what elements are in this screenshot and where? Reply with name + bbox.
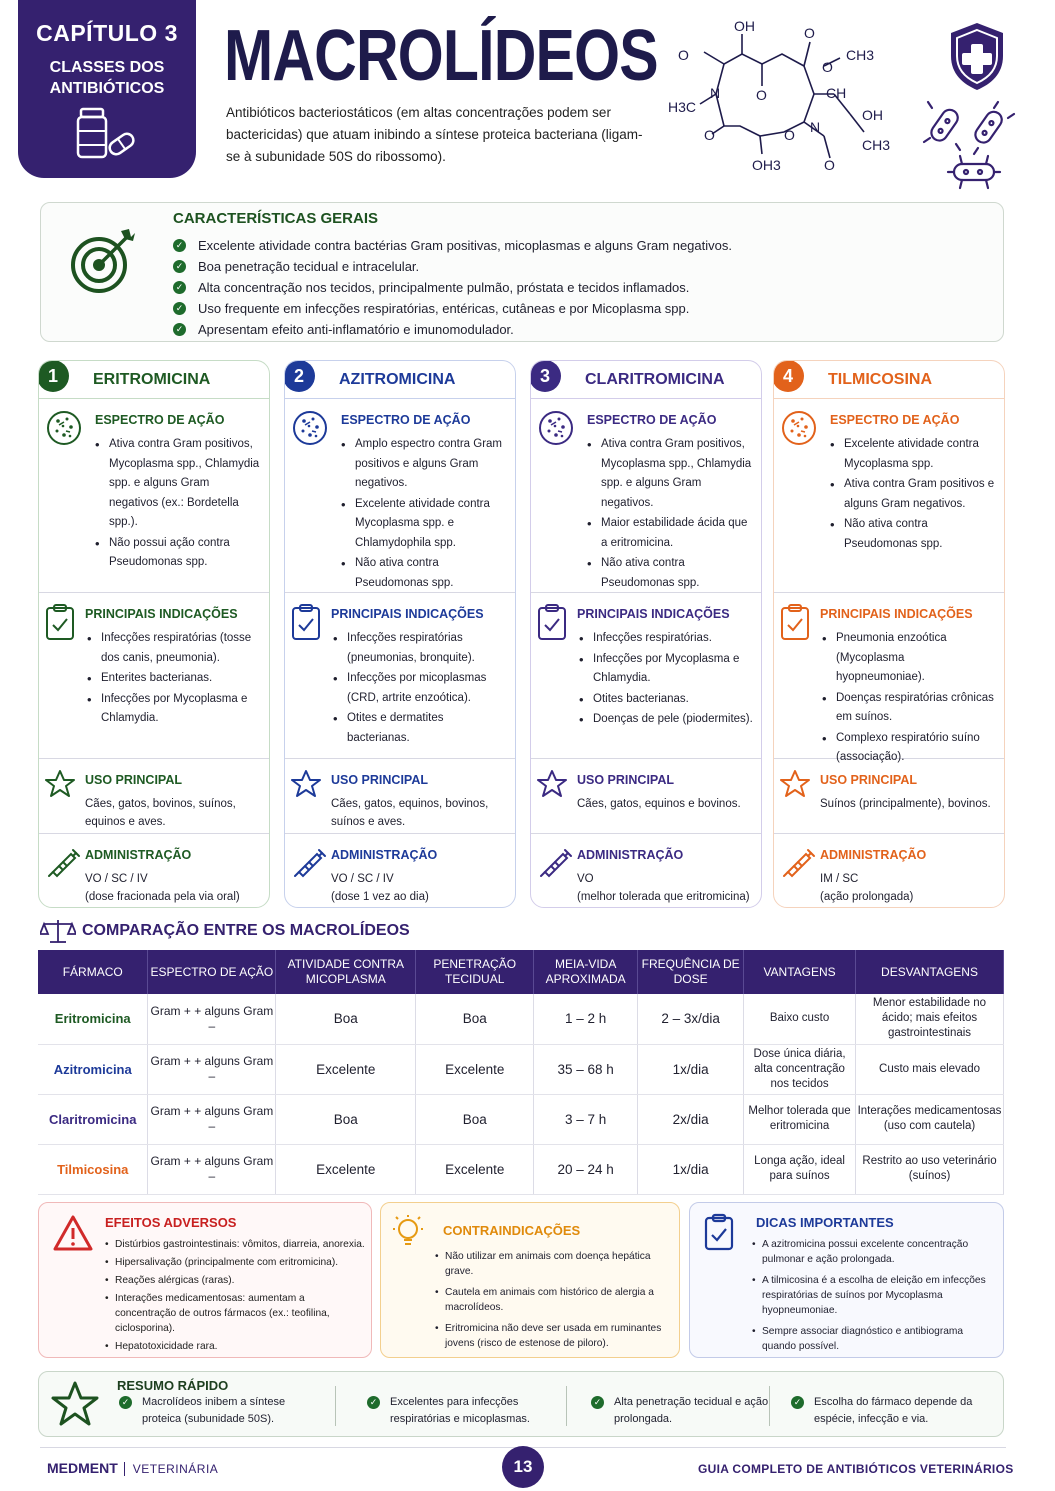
table-cell: Interações medicamentosas (uso com cautela) — [856, 1094, 1004, 1144]
administration-section — [39, 834, 269, 908]
check-icon: ✓ — [367, 1396, 380, 1409]
use-text: Cães, gatos, bovinos, suínos, equinos e aves. — [85, 798, 236, 828]
mol-label: CH3 — [862, 137, 891, 153]
adverse-effects-box — [38, 1202, 372, 1358]
syringe-icon — [291, 844, 327, 885]
list-item: • Cautela em animais com histórico de alergia a macrolídeos. — [435, 1285, 675, 1315]
table-cell: Excelente — [276, 1044, 416, 1094]
indications-section — [39, 593, 269, 759]
drug-name: TILMICOSINA — [828, 371, 932, 388]
column-header: MEIA-VIDA APROXIMADA — [534, 950, 638, 994]
summary-title: RESUMO RÁPIDO — [117, 1378, 229, 1393]
microbe-icon — [537, 409, 575, 452]
section-title: USO PRINCIPAL — [577, 773, 674, 787]
indications-section — [531, 593, 761, 759]
drug-number: 3 — [530, 360, 561, 392]
list-item: • Não ativa contra Pseudomonas spp. — [591, 554, 753, 593]
clipboard-icon — [704, 1213, 734, 1251]
list-item: • Hipersalivação (principalmente com eritromicina). — [105, 1255, 365, 1270]
lightbulb-icon — [391, 1213, 425, 1251]
table-cell: Gram + + alguns Gram – — [148, 1044, 276, 1094]
general-characteristics-box — [40, 202, 1004, 342]
list-item: • Ativa contra Gram positivos, Mycoplasma spp., Chlamydia spp. e alguns Gram negativos. — [591, 435, 753, 513]
use-section — [531, 759, 761, 834]
indications-section — [774, 593, 1004, 763]
drug-column-eritromicina — [38, 360, 270, 908]
administration-section — [531, 834, 761, 908]
brand-subtitle: VETERINÁRIA — [124, 1462, 219, 1476]
list-item: • Otites bacterianas. — [583, 690, 753, 710]
microbe-icon — [780, 409, 818, 452]
tips-box — [689, 1202, 1004, 1358]
use-section — [39, 759, 269, 834]
guide-title: GUIA COMPLETO DE ANTIBIÓTICOS VETERINÁRIOS — [698, 1462, 1014, 1476]
section-title: USO PRINCIPAL — [331, 773, 428, 787]
clipboard-icon — [537, 603, 567, 646]
section-title: ESPECTRO DE AÇÃO — [95, 413, 225, 427]
list-item: • Infecções por Mycoplasma e Chlamydia. — [583, 650, 753, 689]
list-item: • Interações medicamentosas: aumentam a concentração de outros fármacos (ex.: teofilina, ciclosporina). — [105, 1291, 365, 1336]
check-icon: ✓ — [173, 302, 186, 315]
page-number: 13 — [502, 1446, 544, 1488]
section-title: PRINCIPAIS INDICAÇÕES — [85, 607, 238, 621]
mol-label: N — [810, 119, 821, 135]
drug-header — [39, 361, 269, 399]
section-title: ESPECTRO DE AÇÃO — [587, 413, 717, 427]
star-icon — [537, 769, 567, 804]
clipboard-icon — [780, 603, 810, 646]
mol-label: OH — [862, 107, 883, 123]
tips-list — [752, 1237, 997, 1360]
section-title: ADMINISTRAÇÃO — [820, 848, 927, 862]
list-item: • Sempre associar diagnóstico e antibiograma quando possível. — [752, 1324, 997, 1354]
table-row — [38, 1144, 1004, 1194]
chapter-number: CAPÍTULO 3 — [36, 20, 178, 46]
list-item: • Ativa contra Gram positivos, Mycoplasma spp., Chlamydia spp. e alguns Gram negativos (ex.: Bordetella spp.). — [99, 435, 261, 533]
column-header: PENETRAÇÃO TECIDUAL — [416, 950, 534, 994]
contra-list — [435, 1249, 675, 1357]
adverse-title: EFEITOS ADVERSOS — [105, 1215, 237, 1230]
table-row — [38, 994, 1004, 1044]
star-icon — [291, 769, 321, 804]
list-item: • Infecções respiratórias (pneumonias, bronquite). — [337, 629, 507, 668]
drug-header — [285, 361, 515, 399]
administration-section — [774, 834, 1004, 908]
drug-header — [774, 361, 1004, 399]
mol-label: O — [822, 59, 833, 75]
drug-cell: Eritromicina — [38, 994, 148, 1044]
mol-label: CH — [826, 85, 847, 101]
list-item: • Ativa contra Gram positivos e alguns Gram negativos. — [834, 475, 996, 514]
clipboard-icon — [291, 603, 321, 646]
syringe-icon — [780, 844, 816, 885]
spectrum-section — [39, 399, 269, 593]
use-text: Cães, gatos, equinos e bovinos. — [577, 798, 741, 810]
administration-section — [285, 834, 515, 908]
list-item: • A azitromicina possui excelente concentração pulmonar e ação prolongada. — [752, 1237, 997, 1267]
spectrum-section — [285, 399, 515, 593]
table-cell: Excelente — [416, 1144, 534, 1194]
general-title: CARACTERÍSTICAS GERAIS — [173, 210, 379, 227]
column-header: ESPECTRO DE AÇÃO — [148, 950, 276, 994]
column-header: FREQUÊNCIA DE DOSE — [638, 950, 744, 994]
mol-label: O — [784, 127, 795, 143]
list-item: • Não ativa contra Pseudomonas spp. — [345, 554, 507, 593]
table-cell: Longa ação, ideal para suínos — [744, 1144, 856, 1194]
summary-item: ✓ Escolha do fármaco depende da espécie, infecção e via. — [791, 1394, 991, 1428]
mol-label: N — [710, 85, 721, 101]
comparison-heading — [40, 918, 410, 944]
section-title: PRINCIPAIS INDICAÇÕES — [820, 607, 973, 621]
list-item: • Excelente atividade contra Mycoplasma spp. — [834, 435, 996, 474]
summary-item: ✓ Excelentes para infecções respiratórias e micoplasmas. — [367, 1394, 567, 1428]
divider — [566, 1386, 567, 1426]
table-cell: Menor estabilidade no ácido; mais efeitos gastrointestinais — [856, 994, 1004, 1044]
comparison-title: COMPARAÇÃO ENTRE OS MACROLÍDEOS — [82, 922, 410, 940]
table-cell: Dose única diária, alta concentração nos tecidos — [744, 1044, 856, 1094]
quick-summary-box — [38, 1371, 1004, 1437]
drug-cell: Tilmicosina — [38, 1144, 148, 1194]
table-cell: 1x/dia — [638, 1044, 744, 1094]
table-row — [38, 1044, 1004, 1094]
drug-column-claritromicina — [530, 360, 762, 908]
contra-title: CONTRAINDICAÇÕES — [443, 1223, 581, 1238]
list-item: ✓ Alta concentração nos tecidos, principalmente pulmão, próstata e tecidos inflamados. — [173, 277, 732, 298]
table-cell: 3 – 7 h — [534, 1094, 638, 1144]
list-item: • Pneumonia enzoótica (Mycoplasma hyopneumoniae). — [826, 629, 996, 688]
brand — [47, 1460, 218, 1476]
check-icon: ✓ — [173, 260, 186, 273]
list-item: • Infecções respiratórias. — [583, 629, 753, 649]
table-cell: Boa — [416, 994, 534, 1044]
list-item: • Infecções por Mycoplasma e Chlamydia. — [91, 690, 261, 729]
table-cell: Boa — [276, 1094, 416, 1144]
chapter-subtitle: CLASSES DOS ANTIBIÓTICOS — [49, 59, 165, 97]
column-header: DESVANTAGENS — [856, 950, 1004, 994]
table-cell: 1x/dia — [638, 1144, 744, 1194]
syringe-icon — [537, 844, 573, 885]
column-header: VANTAGENS — [744, 950, 856, 994]
list-item: • Otites e dermatites bacterianas. — [337, 709, 507, 748]
mol-label: CH3 — [846, 47, 875, 63]
microbe-icon — [291, 409, 329, 452]
mol-label: OH — [734, 18, 755, 34]
list-item: • Infecções por micoplasmas (CRD, artrite enzoótica). — [337, 669, 507, 708]
table-cell: Excelente — [276, 1144, 416, 1194]
table-cell: 20 – 24 h — [534, 1144, 638, 1194]
use-text: Suínos (principalmente), bovinos. — [820, 798, 991, 810]
spectrum-section — [774, 399, 1004, 593]
mol-label: O — [678, 47, 689, 63]
section-title: PRINCIPAIS INDICAÇÕES — [577, 607, 730, 621]
list-item: ✓ Excelente atividade contra bactérias Gram positivas, micoplasmas e alguns Gram negativos. — [173, 235, 732, 256]
drug-number: 4 — [773, 360, 804, 392]
bacteria-icon — [922, 98, 1018, 192]
star-icon — [51, 1380, 99, 1428]
list-item: • Reações alérgicas (raras). — [105, 1273, 365, 1288]
scale-icon — [40, 918, 76, 944]
table-cell: Gram + + alguns Gram – — [148, 1094, 276, 1144]
drug-number: 2 — [284, 360, 315, 392]
drug-header — [531, 361, 761, 399]
list-item: • Excelente atividade contra Mycoplasma spp. e Chlamydophila spp. — [345, 495, 507, 554]
medicine-bottle-icon — [75, 107, 139, 161]
table-cell: Boa — [276, 994, 416, 1044]
admin-text: VO (melhor tolerada que eritromicina) — [577, 873, 750, 903]
section-title: ADMINISTRAÇÃO — [331, 848, 438, 862]
section-title: ADMINISTRAÇÃO — [577, 848, 684, 862]
list-item: ✓ Boa penetração tecidual e intracelular. — [173, 256, 732, 277]
target-icon — [69, 225, 139, 295]
mol-label: O — [704, 127, 715, 143]
list-item: • Doenças respiratórias crônicas em suínos. — [826, 689, 996, 728]
list-item: • Não ativa contra Pseudomonas spp. — [834, 515, 996, 554]
table-cell: Melhor tolerada que eritromicina — [744, 1094, 856, 1144]
drug-cell: Claritromicina — [38, 1094, 148, 1144]
mol-label: H3C — [668, 99, 697, 115]
list-item: • Doenças de pele (piodermites). — [583, 710, 753, 730]
section-title: ESPECTRO DE AÇÃO — [341, 413, 471, 427]
table-cell: Boa — [416, 1094, 534, 1144]
summary-item: ✓ Macrolídeos inibem a síntese proteica (subunidade 50S). — [119, 1394, 319, 1428]
list-item: • Infecções respiratórias (tosse dos canis, pneumonia). — [91, 629, 261, 668]
table-cell: Gram + + alguns Gram – — [148, 994, 276, 1044]
drug-name: CLARITROMICINA — [585, 371, 725, 388]
drug-cell: Azitromicina — [38, 1044, 148, 1094]
section-title: ESPECTRO DE AÇÃO — [830, 413, 960, 427]
indications-section — [285, 593, 515, 759]
list-item: • Enterites bacterianas. — [91, 669, 261, 689]
clipboard-icon — [45, 603, 75, 646]
table-cell: 35 – 68 h — [534, 1044, 638, 1094]
check-icon: ✓ — [173, 323, 186, 336]
tips-title: DICAS IMPORTANTES — [756, 1215, 894, 1230]
chapter-badge — [18, 0, 196, 178]
brand-name: MEDMENT — [47, 1460, 118, 1476]
spectrum-section — [531, 399, 761, 593]
check-icon: ✓ — [791, 1396, 804, 1409]
warning-icon — [53, 1215, 93, 1251]
table-cell: Restrito ao uso veterinário (suínos) — [856, 1144, 1004, 1194]
column-header: ATIVIDADE CONTRA MICOPLASMA — [276, 950, 416, 994]
general-list — [173, 235, 732, 340]
table-row — [38, 1094, 1004, 1144]
star-icon — [45, 769, 75, 804]
list-item: • Não possui ação contra Pseudomonas spp. — [99, 534, 261, 573]
table-cell: 1 – 2 h — [534, 994, 638, 1044]
table-cell: Custo mais elevado — [856, 1044, 1004, 1094]
list-item: • Amplo espectro contra Gram positivos e alguns Gram negativos. — [345, 435, 507, 494]
section-title: USO PRINCIPAL — [820, 773, 917, 787]
section-title: ADMINISTRAÇÃO — [85, 848, 192, 862]
table-cell: Excelente — [416, 1044, 534, 1094]
microbe-icon — [45, 409, 83, 452]
adverse-list — [105, 1237, 365, 1360]
star-icon — [780, 769, 810, 804]
use-section — [285, 759, 515, 834]
check-icon: ✓ — [591, 1396, 604, 1409]
column-header: FÁRMACO — [38, 950, 148, 994]
list-item: • Eritromicina não deve ser usada em ruminantes jovens (risco de estenose de piloro). — [435, 1321, 675, 1351]
list-item: • Maior estabilidade ácida que a eritromicina. — [591, 514, 753, 553]
admin-text: IM / SC (ação prolongada) — [820, 873, 914, 903]
table-cell: 2x/dia — [638, 1094, 744, 1144]
list-item: • Não utilizar em animais com doença hepática grave. — [435, 1249, 675, 1279]
drug-column-tilmicosina — [773, 360, 1005, 908]
list-item: • A tilmicosina é a escolha de eleição em infecções respiratórias de suínos por Mycoplasma hyopneumoniae. — [752, 1273, 997, 1318]
drug-name: AZITROMICINA — [339, 371, 456, 388]
divider — [769, 1386, 770, 1426]
macrolide-structure-diagram — [664, 14, 894, 179]
mol-label: O — [824, 157, 835, 173]
check-icon: ✓ — [173, 239, 186, 252]
table-cell: 2 – 3x/dia — [638, 994, 744, 1044]
list-item: ✓ Uso frequente em infecções respiratórias, entéricas, cutâneas e por Micoplasma spp. — [173, 298, 732, 319]
use-section — [774, 759, 1004, 834]
page-title: MACROLÍDEOS — [224, 16, 658, 96]
summary-item: ✓ Alta penetração tecidual e ação prolongada. — [591, 1394, 771, 1428]
section-title: PRINCIPAIS INDICAÇÕES — [331, 607, 484, 621]
drug-number: 1 — [38, 360, 69, 392]
list-item: ✓ Apresentam efeito anti-inflamatório e imunomodulador. — [173, 319, 732, 340]
check-icon: ✓ — [119, 1396, 132, 1409]
syringe-icon — [45, 844, 81, 885]
health-shield-icon — [946, 20, 1008, 92]
comparison-table — [38, 950, 1004, 1195]
section-title: USO PRINCIPAL — [85, 773, 182, 787]
mol-label: O — [804, 25, 815, 41]
list-item: • Hepatotoxicidade rara. — [105, 1339, 365, 1354]
table-cell: Gram + + alguns Gram – — [148, 1144, 276, 1194]
mol-label: O — [756, 87, 767, 103]
list-item: • Complexo respiratório suíno (associação). — [826, 729, 996, 768]
mol-label: OH3 — [752, 157, 781, 173]
drug-column-azitromicina — [284, 360, 516, 908]
intro-text: Antibióticos bacteriostáticos (em altas concentrações podem ser bactericidas) que atuam inibindo a síntese proteica bacteriana (ligam-se à subunidade 50S do ribossomo). — [226, 105, 643, 164]
check-icon: ✓ — [173, 281, 186, 294]
list-item: • Distúrbios gastrointestinais: vômitos, diarreia, anorexia. — [105, 1237, 365, 1252]
table-cell: Baixo custo — [744, 994, 856, 1044]
admin-text: VO / SC / IV (dose 1 vez ao dia) — [331, 873, 429, 903]
admin-text: VO / SC / IV (dose fracionada pela via oral) — [85, 873, 240, 903]
use-text: Cães, gatos, equinos, bovinos, suínos e aves. — [331, 798, 489, 828]
contraindications-box — [380, 1202, 680, 1358]
divider — [335, 1386, 336, 1426]
drug-name: ERITROMICINA — [93, 371, 211, 388]
